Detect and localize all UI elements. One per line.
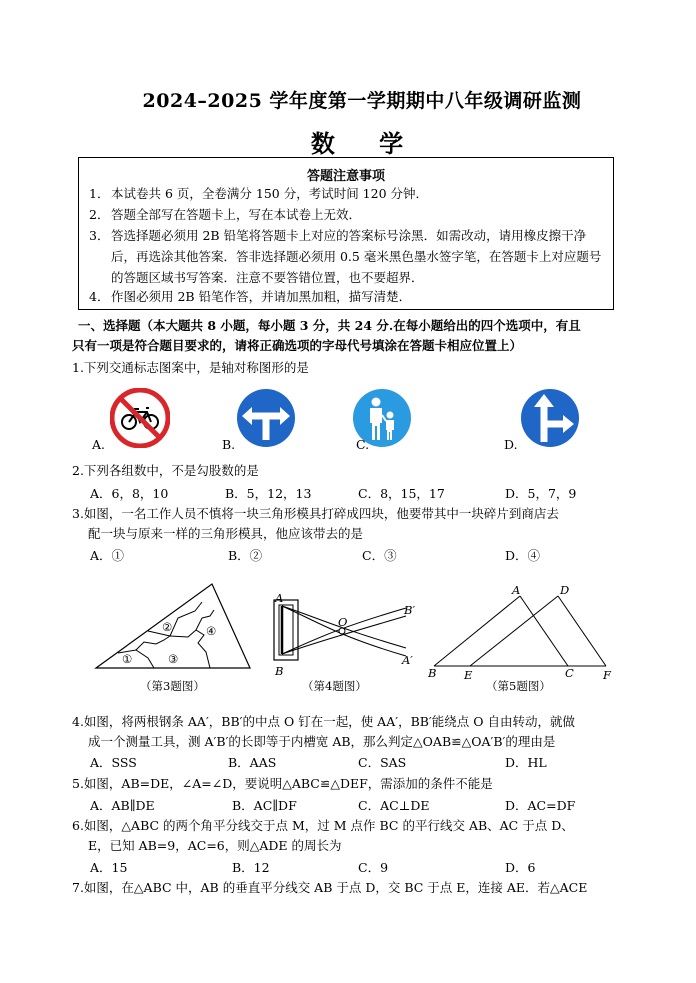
figure-4-label-a-prime: A′: [402, 653, 413, 667]
question-5-option-c: C．AC⊥DE: [358, 798, 430, 813]
turn-left-or-right-sign-icon: [236, 388, 296, 448]
question-3-option-d: D．④: [505, 548, 541, 563]
notice-item-text: 本试卷共 6 页，全卷满分 150 分，考试时间 120 分钟．: [111, 186, 429, 201]
question-6-option-c: C．9: [358, 860, 389, 875]
figure-5-label-d: D: [560, 583, 570, 597]
question-4-option-a: A．SSS: [90, 755, 137, 770]
subject-title: 数 学: [310, 129, 422, 158]
section-heading-line2: 只有一项是符合题目要求的，请将正确选项的字母代号填涂在答题卡相应位置上）: [72, 338, 523, 353]
notice-item: [89, 225, 604, 288]
notice-item-number: 2．: [89, 207, 110, 222]
figure-4-label-b-prime: B′: [404, 603, 416, 617]
question-5-option-a: A．AB∥DE: [90, 798, 155, 813]
notice-item-text: 答选择题必须用 2B 铅笔将答题卡上对应的答案标号涂黑．如需改动，请用橡皮擦干净后，再选涂其他答案．答非选择题必须用 0.5 毫米黑色墨水签字笔，在答题卡上对应题号的答题区域书写答案．注意不要答错位置，也不要超界．: [111, 228, 602, 285]
figure-3-piece-label: ④: [206, 624, 217, 638]
question-4-option-d: D．HL: [505, 755, 547, 770]
figure-3-piece-label: ①: [122, 652, 133, 666]
figure-3-piece-label: ③: [168, 652, 179, 666]
notice-item-number: 4．: [89, 289, 110, 304]
notice-item-text: 作图必须用 2B 铅笔作答，并请加黑加粗，描写清楚．: [111, 289, 412, 304]
question-4-option-b: B．AAS: [228, 755, 277, 770]
question-5-stem: 5.如图，AB=DE，∠A=∠D，要说明△ABC≌△DEF，需添加的条件不能是: [72, 776, 493, 791]
question-2-option-a: A．6，8，10: [90, 486, 169, 501]
figure-5-caption: （第5题图）: [486, 679, 551, 693]
notice-item: [89, 204, 604, 225]
question-4-stem-line2: 成一个测量工具，测 A′B′的长即等于内槽宽 AB，那么判定△OAB≌△OA′B′的理由是: [88, 734, 556, 749]
question-6-stem-line1: 6.如图，△ABC 的两个角平分线交于点 M，过 M 点作 BC 的平行线交 AB、AC 于点 D、: [72, 818, 574, 833]
notice-item-number: 3．: [89, 228, 110, 243]
section-heading-line1: 一、选择题（本大题共 8 小题，每小题 3 分，共 24 分.在每小题给出的四个选项中，有且: [78, 318, 581, 333]
figure-3-caption: （第3题图）: [140, 679, 205, 693]
question-3-stem-line1: 3.如图，一名工作人员不慎将一块三角形模具打碎成四块，他要带其中一块碎片到商店去: [72, 506, 559, 521]
figure-5-label-f: F: [603, 668, 611, 682]
question-4-option-c: C．SAS: [358, 755, 407, 770]
figure-5-label-e: E: [464, 668, 473, 682]
question-6-stem-line2: E，已知 AB=9，AC=6，则△ADE 的周长为: [88, 838, 342, 853]
figure-4-label-o: O: [338, 615, 348, 629]
question-6-option-b: B．12: [232, 860, 270, 875]
question-2-stem: 2.下列各组数中，不是勾股数的是: [72, 463, 259, 478]
question-6-option-a: A．15: [90, 860, 128, 875]
question-7-stem: 7.如图，在△ABC 中，AB 的垂直平分线交 AB 于点 D，交 BC 于点 E，连接 AE．若△ACE: [72, 880, 588, 895]
question-2-option-c: C．8，15，17: [358, 486, 445, 501]
notice-box: [78, 157, 614, 310]
question-1-option-b: B.: [222, 437, 236, 452]
question-1-option-d: D.: [504, 437, 518, 452]
figure-4-measuring-tool: [268, 592, 418, 672]
notice-title: 答题注意事项: [306, 169, 385, 184]
question-3-option-c: C．③: [362, 548, 397, 563]
no-bicycle-sign-icon: [110, 388, 170, 448]
question-6-option-d: D．6: [505, 860, 536, 875]
figure-5-triangles: [426, 584, 616, 670]
figure-5-label-a: A: [512, 583, 521, 597]
notice-item-text: 答题全部写在答题卡上，写在本试卷上无效．: [111, 207, 362, 222]
question-5-option-d: D．AC=DF: [505, 798, 576, 813]
notice-item-number: 1．: [89, 186, 110, 201]
straight-or-right-sign-icon: [520, 388, 580, 448]
question-1-stem: 1.下列交通标志图案中，是轴对称图形的是: [72, 360, 309, 375]
question-3-stem-line2: 配一块与原来一样的三角形模具，他应该带去的是: [88, 526, 364, 541]
question-3-option-b: B．②: [228, 548, 263, 563]
figure-4-label-b: B: [275, 664, 284, 678]
question-1-option-c: C.: [356, 437, 370, 452]
figure-4-caption: （第4题图）: [302, 679, 367, 693]
question-4-stem-line1: 4.如图，将两根钢条 AA′，BB′的中点 O 钉在一起，使 AA′，BB′能绕点 O 自由转动，就做: [72, 714, 575, 729]
question-1-option-a: A.: [92, 437, 106, 452]
exam-title: 2024–2025 学年度第一学期期中八年级调研监测: [142, 90, 582, 112]
notice-item: [89, 183, 604, 204]
figure-4-label-a: A: [275, 591, 284, 605]
figure-3-piece-label: ②: [162, 620, 173, 634]
question-2-option-d: D．5，7，9: [505, 486, 577, 501]
notice-item: [89, 286, 604, 307]
figure-5-label-b: B: [428, 666, 437, 680]
question-3-option-a: A．①: [90, 548, 125, 563]
question-2-option-b: B．5，12，13: [225, 486, 312, 501]
question-5-option-b: B．AC∥DF: [232, 798, 297, 813]
figure-5-label-c: C: [565, 666, 574, 680]
